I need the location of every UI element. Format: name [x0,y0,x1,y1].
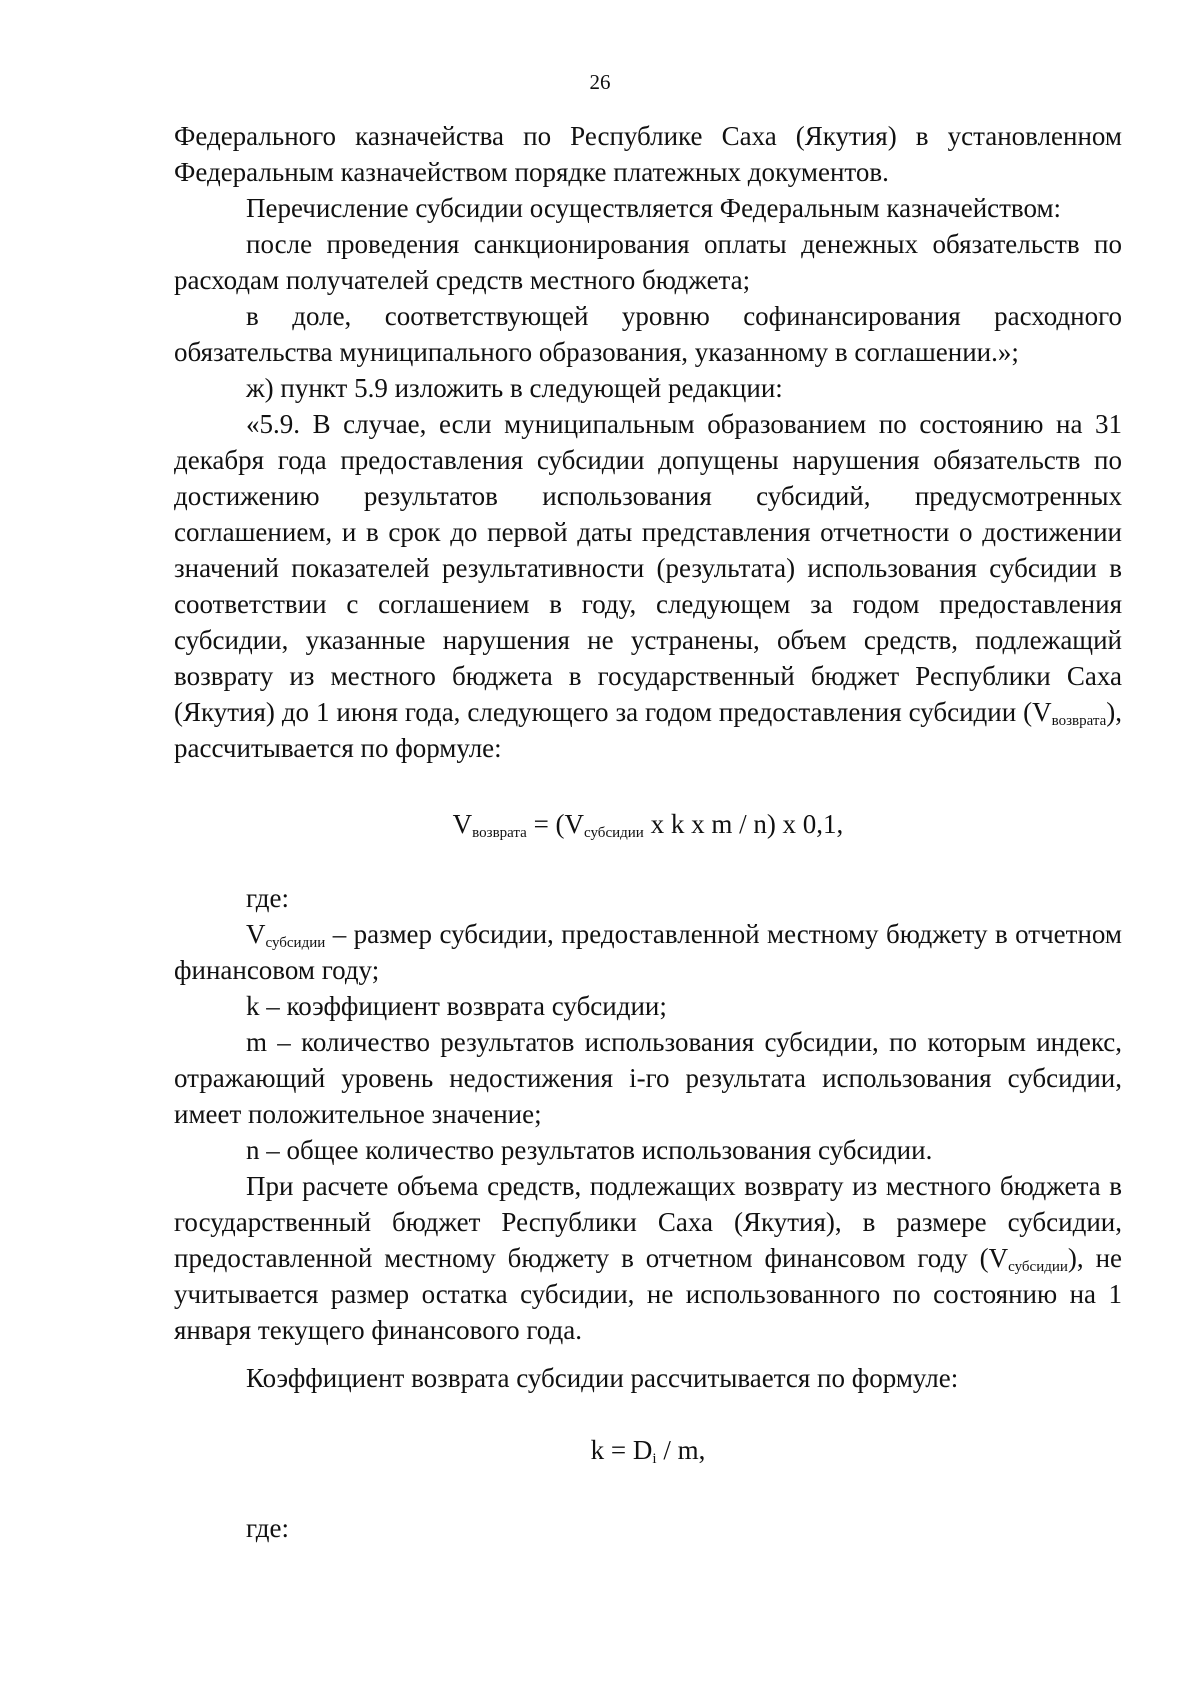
calc-note-subscript: субсидии [1008,1259,1068,1275]
clause-5-9-tail: ), рассчитывается по формуле: [174,697,1122,763]
paragraph-transfer: Перечисление субсидии осуществляется Федеральным казначейством: [246,193,1062,223]
paragraph-cofinancing-share: в доле, соответствующей уровню софинансирования расходного обязательства муниципального образования, указанному в соглашении.»; [174,301,1122,367]
formula1-v: V [452,809,473,839]
def-v-text: – размер субсидии, предоставленной местному бюджету в отчетном финансовом году; [174,919,1122,985]
paragraph-item-zh: ж) пункт 5.9 изложить в следующей редакции: [246,373,783,403]
definition-k: k – коэффициент возврата субсидии; [246,991,667,1021]
paragraph-calculation-note [174,1168,1122,1348]
definition-m: m – количество результатов использования субсидии, по которым индекс, отражающий уровень недостижения i-го результата использования субсидии, имеет положительное значение; [174,1027,1122,1129]
formula2-lead: k = D [590,1435,653,1465]
where-label-2: где: [246,1513,289,1543]
page-number: 26 [589,70,611,94]
definition-n: n – общее количество результатов использования субсидии. [246,1135,933,1165]
formula1-mid: = (V [526,809,585,839]
paragraph-treasury: Федерального казначейства по Республике Саха (Якутия) в установленном Федеральным казначейством порядке платежных документов. [174,121,1122,187]
def-v-subscript: субсидии [265,935,326,951]
document-body [174,118,1122,1546]
calc-note-tail: ), не учитывается размер остатка субсидии, не использованного по состоянию на 1 января текущего финансового года. [174,1243,1122,1345]
formula1-subsidy-subscript: субсидии [584,825,644,841]
paragraph-coefficient: Коэффициент возврата субсидии рассчитывается по формуле: [246,1363,959,1393]
calc-note-text: При расчете объема средств, подлежащих возврату из местного бюджета в государственный бюджет Республики Саха (Якутия), в размере субсидии, предоставленной местному бюджету в отчетном финансовом году (V [174,1171,1122,1273]
def-v-symbol: V [246,919,266,949]
clause-5-9-text: «5.9. В случае, если муниципальным образованием по состоянию на 31 декабря года предоставления субсидии допущены нарушения обязательств по достижению результатов использования субсидий, предусмотренных соглашением, и в срок до первой даты представления отчетности о достижении значений показателей результативности (результата) использования субсидии в соответствии с соглашением в году, следующем за годом предоставления субсидии, указанные нарушения не устранены, объем средств, подлежащий возврату из местного бюджета в государственный бюджет Республики Саха (Якутия) до 1 июня года, следующего за годом предоставления субсидии (V [174,409,1122,727]
where-label-1: где: [246,883,289,913]
formula-coefficient [174,1432,1122,1468]
formula2-subscript: i [652,1451,657,1467]
clause-5-9-subscript: возврата [1051,713,1107,729]
formula1-tail: x k x m / n) x 0,1, [643,809,844,839]
formula1-v-subscript: возврата [472,825,527,841]
definition-v-subsidy [174,916,1122,988]
paragraph-after-sanction: после проведения санкционирования оплаты денежных обязательств по расходам получателей средств местного бюджета; [174,229,1122,295]
formula-refund-volume [174,806,1122,842]
paragraph-clause-5-9 [174,406,1122,766]
formula2-tail: / m, [656,1435,706,1465]
